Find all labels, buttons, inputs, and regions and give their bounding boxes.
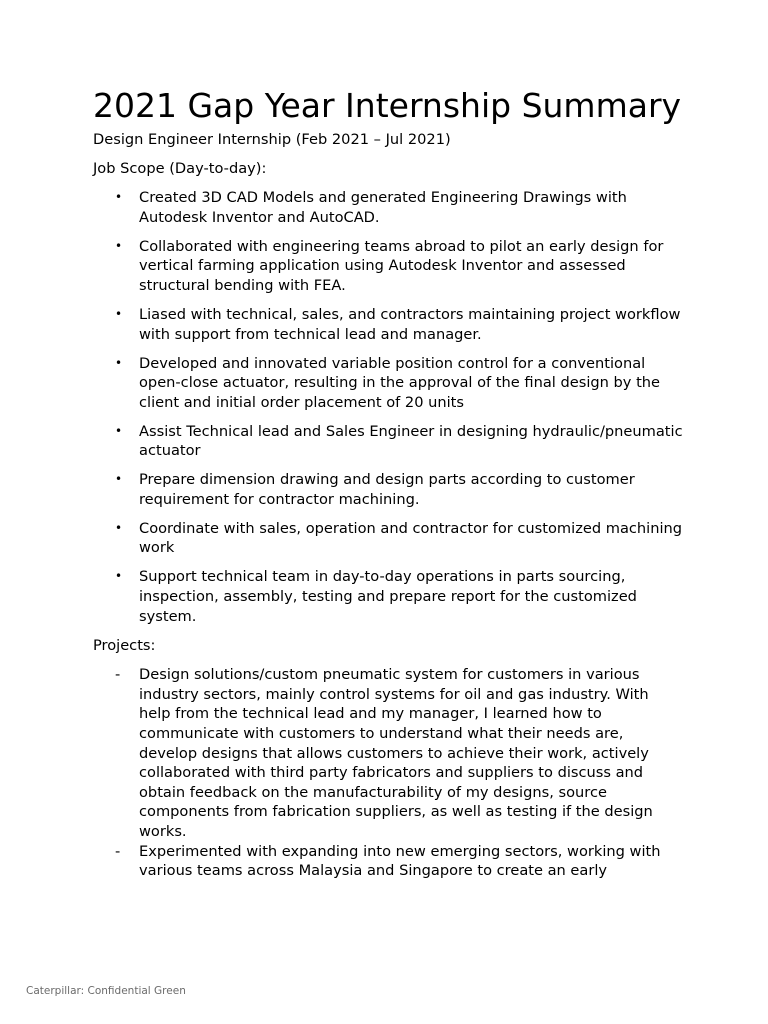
list-item <box>93 354 683 413</box>
list-item <box>93 305 683 344</box>
projects-list <box>93 665 683 881</box>
dash-icon: - <box>115 666 121 684</box>
bullet-icon: • <box>115 520 123 535</box>
list-item <box>93 422 683 461</box>
bullet-icon: • <box>115 472 123 487</box>
bullet-icon: • <box>115 355 123 370</box>
list-item-text: Developed and innovated variable position control for a conventional open-close actuator, resulting in the approval of the final design by the client and initial order placement of 20 units <box>139 354 661 411</box>
job-scope-list <box>93 188 683 626</box>
list-item <box>93 842 683 881</box>
job-scope-label: Job Scope (Day-to-day): <box>93 159 267 177</box>
list-item-text: Created 3D CAD Models and generated Engineering Drawings with Autodesk Inventor and AutoCAD. <box>139 189 627 226</box>
bullet-icon: • <box>115 569 123 584</box>
list-item <box>93 237 683 296</box>
list-item-text: Experimented with expanding into new emerging sectors, working with various teams across Malaysia and Singapore to create an early <box>139 842 661 880</box>
confidentiality-label: Caterpillar: Confidential Green <box>26 985 186 997</box>
list-item <box>93 567 683 626</box>
list-item <box>93 470 683 509</box>
document-title: 2021 Gap Year Internship Summary <box>93 86 682 125</box>
list-item-text: Collaborated with engineering teams abroad to pilot an early design for vertical farming application using Autodesk Inventor and assessed structural bending with FEA. <box>139 237 664 294</box>
list-item-text: Prepare dimension drawing and design parts according to customer requirement for contractor machining. <box>139 471 635 508</box>
list-item-text: Design solutions/custom pneumatic system for customers in various industry sectors, mainly control systems for oil and gas industry. With help from the technical lead and my manager, I learned how to communicate with customers to understand what their needs are, develop designs that allows customers to achieve their work, actively collaborated with third party fabricators and suppliers to discuss and obtain feedback on the manufacturability of my designs, source components from fabrication suppliers, as well as testing if the design works. <box>139 666 653 840</box>
list-item-text: Liased with technical, sales, and contractors maintaining project workflow with support from technical lead and manager. <box>139 305 681 343</box>
bullet-icon: • <box>115 423 123 438</box>
bullet-icon: • <box>115 238 123 253</box>
internship-subtitle: Design Engineer Internship (Feb 2021 – Jul 2021) <box>93 131 451 148</box>
dash-icon: - <box>115 842 121 860</box>
list-item-text: Assist Technical lead and Sales Engineer in designing hydraulic/pneumatic actuator <box>139 422 683 460</box>
document-page <box>93 86 683 881</box>
list-item <box>93 188 683 227</box>
list-item <box>93 519 683 558</box>
list-item <box>93 665 683 841</box>
list-item-text: Coordinate with sales, operation and contractor for customized machining work <box>139 519 683 557</box>
bullet-icon: • <box>115 306 123 321</box>
list-item-text: Support technical team in day-to-day operations in parts sourcing, inspection, assembly, testing and prepare report for the customized system. <box>139 568 637 625</box>
projects-label: Projects: <box>93 636 156 654</box>
bullet-icon: • <box>115 190 123 205</box>
